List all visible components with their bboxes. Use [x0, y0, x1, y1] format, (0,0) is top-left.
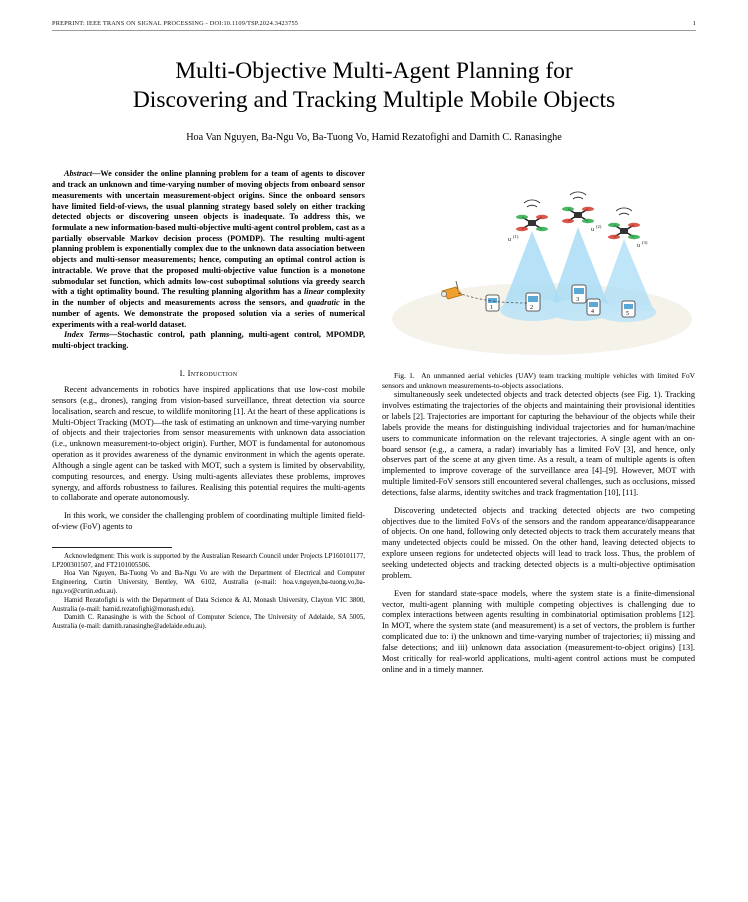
right-paragraph-2: Discovering undetected objects and tracking detected objects are two competing objectives due to the limited FoVs of the sensors and the random appearance/disappearance of objects. On one hand, following only detected objects to track them accurately means that many undetected objects could be missed. On the other hand, leaving detected objects to explore unseen regions for undetected objects will lead to track loss. Thus, the problem of seeking undetected objects and tracking detected objects is a multi-objective optimisation problem. — [382, 505, 695, 580]
left-paragraph-1: Recent advancements in robotics have inspired applications that use low-cost mobile sensors (e.g., drones), ranging from vision-based surveillance, threat detection via source localisation, search and rescue, to wildlife monitoring [1]. At the heart of these applications is Multi-Object Tracking (MOT)—the task of estimating an unknown and time-varying number of objects and their trajectories from sensor measurements with unknown data association (i.e., unknown measurement-to-object origin). Further, MOT is fundamental for autonomous operation as it provides awareness of the dynamic environment in which the agents operate. Although a single agent can be tasked with MOT, such a system is limited by observability, computing resources, and energy. Using multi-agents alleviates these problems, improves synergy, and affords robustness to failures. Realising this potential requires the multi-agents to collaborate and operate autonomously. — [52, 384, 365, 503]
header-rule — [52, 30, 696, 31]
abstract-lead: Abstract— — [64, 169, 101, 179]
svg-text:u: u — [637, 243, 640, 250]
index-terms — [52, 330, 365, 351]
svg-text:u: u — [591, 227, 594, 234]
right-column — [382, 169, 695, 675]
svg-text:2: 2 — [530, 304, 534, 312]
figure-1-image — [382, 169, 695, 365]
abstract-italic-1: linear — [304, 287, 325, 297]
footnote-rule — [52, 547, 172, 548]
vehicle-2 — [526, 293, 540, 311]
author-list: Hoa Van Nguyen, Ba-Ngu Vo, Ba-Tuong Vo, Hamid Rezatofighi and Damith C. Ranasinghe — [186, 132, 562, 144]
paper-sheet — [8, 8, 740, 894]
footnote-3: Hamid Rezatofighi is with the Department of Data Science & AI, Monash University, Clayton VIC 3800, Australia (e-mail: hamid.rezatofighi@monash.edu). — [52, 596, 365, 613]
svg-text:(3): (3) — [642, 240, 648, 246]
vehicle-1 — [486, 295, 499, 311]
vehicle-3 — [572, 285, 586, 303]
right-paragraph-3: Even for standard state-space models, where the system state is a finite-dimensional vector, multi-agent planning with multiple competing objectives is challenging due to complex interactions between agents resulting in combinatorial optimisation problems [12]. In MOT, where the system state (and measurement) is a set of vectors, the problem is further complicated due to: i) the unknown and time-varying number of trajectories; ii) missing and false detections; and iii) unknown data association (measurement-to-object origins) [13]. Most critically for real-world applications, multi-agent control actions must be computed online and in a timely manner. — [382, 588, 695, 674]
running-head-left: PREPRINT: IEEE TRANS ON SIGNAL PROCESSING - DOI:10.1109/TSP.2024.3423755 — [52, 20, 299, 27]
abstract-paragraph — [52, 169, 365, 330]
paragraph-gap — [52, 504, 365, 511]
svg-text:(2): (2) — [596, 224, 602, 230]
left-column — [52, 169, 365, 675]
vehicle-4 — [587, 299, 600, 315]
svg-text:u: u — [508, 237, 511, 244]
footnote-4: Damith C. Ranasinghe is with the School of Computer Science, The University of Adelaide, SA 5005, Australia (e-mail: damith.ranasinghe@adelaide.edu.au). — [52, 614, 365, 631]
uav-tracking-illustration — [382, 169, 695, 365]
figure-1-caption — [382, 371, 695, 390]
figure-1-label: Fig. 1. — [394, 371, 415, 381]
running-head-right: 1 — [692, 20, 696, 27]
title-line-1: Multi-Objective Multi-Agent Planning for — [175, 58, 573, 84]
abstract-body-2: complexity in the number of objects and measurements across the sensors, and — [52, 287, 365, 308]
paragraph-gap-3 — [382, 582, 695, 589]
footnote-1: Acknowledgment: This work is supported by the Australian Research Council under Projects LP160101177, LP200301507, and FT2101005506. — [52, 552, 365, 569]
right-paragraph-1: simultaneously seek undetected objects and track detected objects (see Fig. 1). Tracking involves estimating the trajectories of the objects and maintaining their provisional identities or labels [2]. Trajectories are important for capturing the behaviour of the objects while their labels provide the means for distinguishing individual trajectories and for human/machine users to communicate information on the relevant trajectories. A single agent with an on-board sensor (e.g., a camera, a radar) invariably has a limited FoV [3], and hence, only observes part of the scene at any given time. As a result, a team of multiple agents is often implemented to improve coverage of the surveillance area [4]–[9]. However, MOT with multiple limited-FoV sensors still encountered several challenges, such as occlusions, missed detections, false alarms, identity switches and track fragmentation [10], [11]. — [382, 390, 695, 497]
index-terms-body: Stochastic control, path planning, multi-agent control, MPOMDP, multi-object tracking. — [52, 330, 365, 351]
index-terms-lead: Index Terms— — [64, 330, 118, 340]
footnote-2: Hoa Van Nguyen, Ba-Tuong Vo and Ba-Ngu Vo are with the Department of Electrical and Computer Engineering, Curtin University, Bentley, WA 6102, Australia (e-mail: hoa.v.nguyen,ba-tuong.vo,ba-ngu.vo@curtin.edu.au). — [52, 570, 365, 595]
running-head — [52, 20, 696, 29]
abstract-body-1: We consider the online planning problem for a team of agents to discover and track an unknown and time-varying number of moving objects from onboard sensor measurements with uncertain measurement-object origins. Since the onboard sensors have limited field-of-views, the usual planning strategy based solely on either tracking detected objects or discovering unseen objects is inadequate. To address this, we formulate a new information-based multi-objective multi-agent control problem, cast as a partially observable Markov decision process (POMDP). The resulting multi-agent planning problem is exponentially complex due to the unknown data association between objects and multi-sensor measurements; hence, computing an optimal control action is intractable. We prove that the proposed multi-objective value function is a monotone submodular set function, which admits low-cost suboptimal solutions via greedy search with a tight optimality bound. The resulting planning algorithm has a — [52, 169, 365, 297]
svg-text:4: 4 — [591, 309, 594, 316]
abstract-body-3: in the number of agents. We demonstrate the proposed solution via a series of numerical experiments with a real-world dataset. — [52, 298, 365, 329]
svg-text:3: 3 — [576, 296, 580, 304]
page-title — [52, 57, 696, 114]
svg-text:5: 5 — [626, 311, 629, 318]
svg-text:(1): (1) — [513, 234, 519, 240]
left-paragraph-2: In this work, we consider the challenging problem of coordinating multiple limited field-of-view (FoV) agents to — [52, 511, 365, 532]
section-heading-introduction: I. Introduction — [179, 367, 238, 378]
figure-1-caption-text: An unmanned aerial vehicles (UAV) team tracking multiple vehicles with limited FoV sensors and unknown measurements-to-objects associations. — [382, 371, 695, 390]
title-line-2: Discovering and Tracking Multiple Mobile Objects — [132, 86, 616, 113]
svg-text:1: 1 — [490, 305, 493, 312]
paragraph-gap-2 — [382, 499, 695, 506]
vehicle-5 — [622, 301, 635, 317]
two-column-body — [52, 169, 696, 675]
abstract-italic-2: quadratic — [307, 298, 340, 308]
